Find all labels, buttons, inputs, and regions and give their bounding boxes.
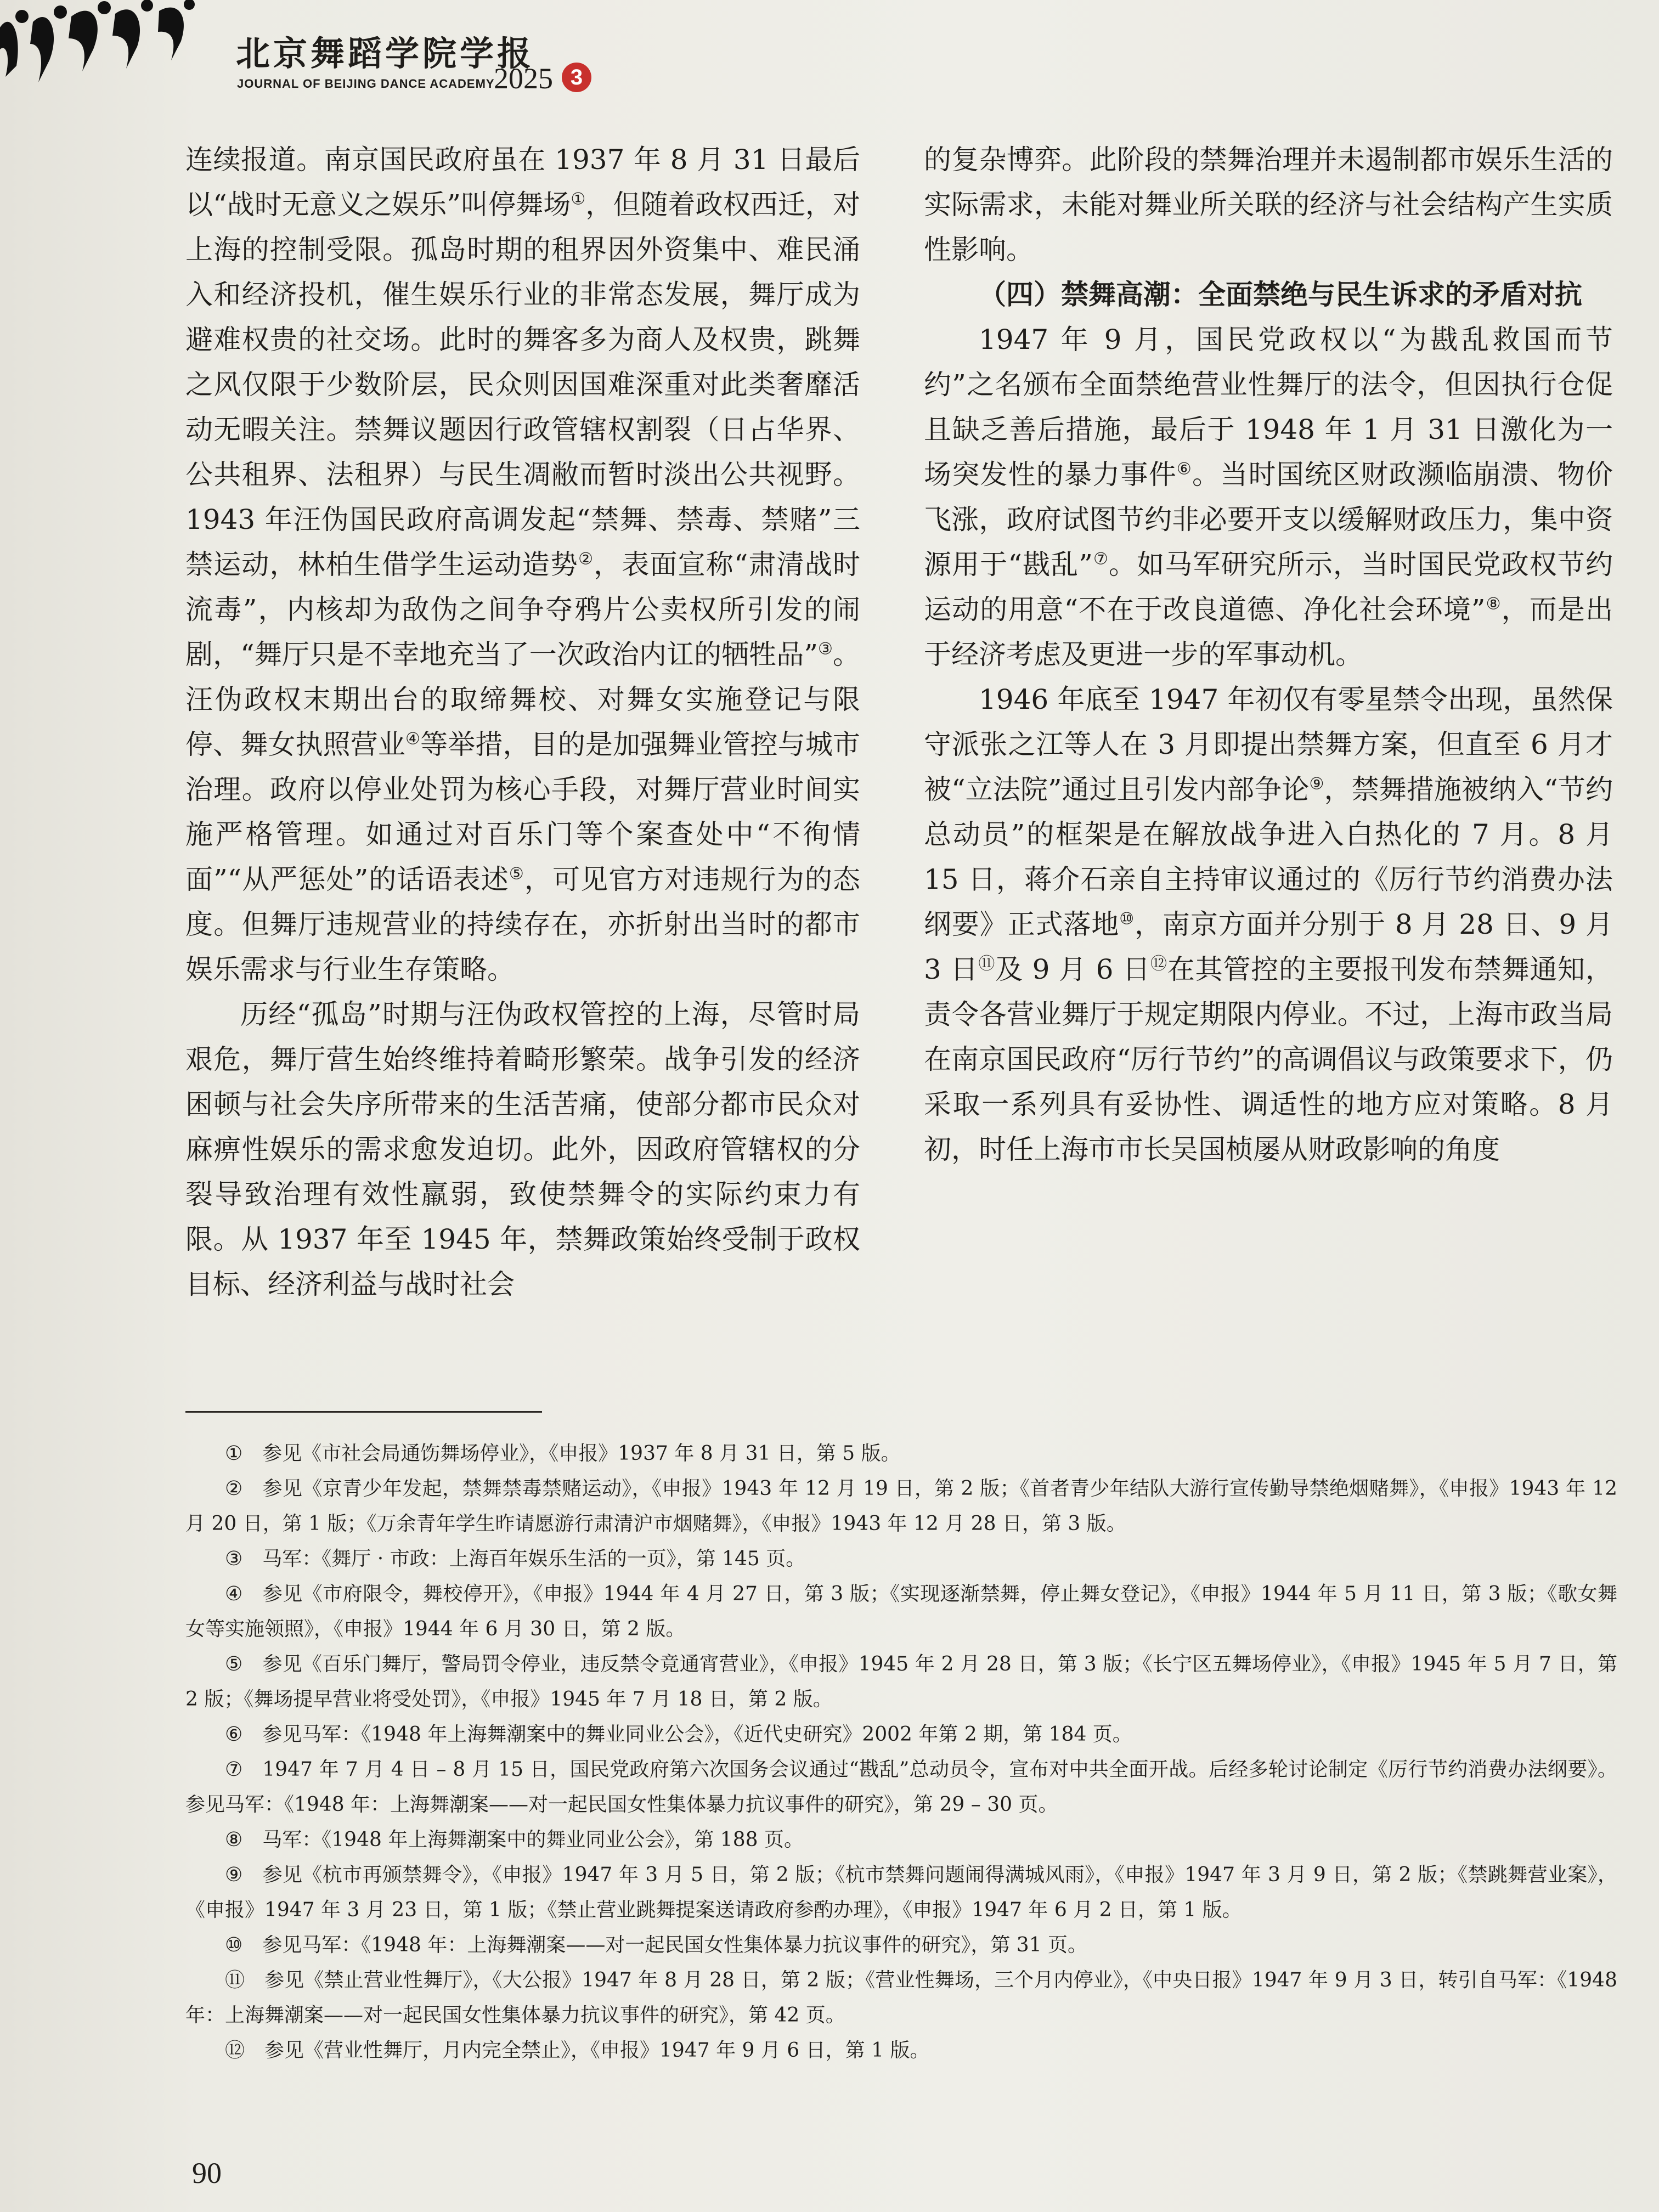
footnote-item (185, 1928, 1617, 1963)
footnote-item (185, 1647, 1617, 1717)
journal-title-chinese: 北京舞蹈学院学报 (236, 33, 535, 74)
footnote-item (185, 1542, 1617, 1577)
journal-title-english: JOURNAL OF BEIJING DANCE ACADEMY (237, 77, 495, 91)
footnote-ref: ⑨ (1309, 774, 1324, 794)
footnote-number: ② (225, 1477, 243, 1500)
footnote-ref: ④ (405, 729, 421, 749)
footnote-ref: ⑧ (1485, 594, 1502, 614)
footnote-text: 参见《市社会局通饬舞场停业》，《申报》1937 年 8 月 31 日，第 5 版。 (262, 1442, 901, 1465)
page-number: 90 (192, 2157, 222, 2190)
footnote-item (185, 1822, 1617, 1858)
footnote-item (185, 1858, 1617, 1928)
footnote-ref: ⑦ (1092, 549, 1109, 569)
footnote-number: ④ (225, 1583, 243, 1605)
footnote-text: 参见《杭市再颁禁舞令》，《申报》1947 年 3 月 5 日，第 2 版；《杭市禁舞问题闹得满城风雨》，《申报》1947 年 3 月 9 日，第 2 版；《禁跳舞营业案》，《申报》1947 年 3 月 23 日，第 1 版；《禁止营业跳舞提案送请政府参酌办理》，《申报》1947 年 6 月 2 日，第 1 版。 (185, 1864, 1617, 1921)
footnote-number: ⑥ (225, 1723, 243, 1746)
footnote-text: 参见《禁止营业性舞厅》，《大公报》1947 年 8 月 28 日，第 2 版；《营业性舞场，三个月内停业》，《中央日报》1947 年 9 月 3 日，转引自马军：《1948 年：上海舞潮案——对一起民国女性集体暴力抗议事件的研究》，第 42 页。 (185, 1969, 1617, 2027)
footnote-text: 马军：《舞厅 · 市政：上海百年娱乐生活的一页》，第 145 页。 (262, 1548, 806, 1570)
footnote-text: 参见《营业性舞厅，月内完全禁止》，《申报》1947 年 9 月 6 日，第 1 版。 (264, 2039, 930, 2062)
footnote-item (185, 1436, 1617, 1471)
body-paragraph: 1946 年底至 1947 年初仅有零星禁令出现，虽然保守派张之江等人在 3 月即提出禁舞方案，但直至 6 月才被“立法院”通过且引发内部争论⑨，禁舞措施被纳入“节约总动员”的框架是在解放战争进入白热化的 7 月。8 月 15 日，蒋介石亲自主持审议通过的《厉行节约消费办法纲要》正式落地⑩，南京方面并分别于 8 月 28 日、9 月 3 日⑪及 9 月 6 日⑫在其管控的主要报刊发布禁舞通知，责令各营业舞厅于规定期限内停业。不过，上海市政当局在南京国民政府“厉行节约”的高调倡议与政策要求下，仍采取一系列具有妥协性、调适性的地方应对策略。8 月初，时任上海市市长吴国桢屡从财政影响的角度 (924, 684, 1613, 1165)
footnote-ref: ⑩ (1119, 909, 1135, 929)
footnote-ref: ⑥ (1176, 459, 1193, 479)
footnote-text: 马军：《1948 年上海舞潮案中的舞业同业公会》，第 188 页。 (262, 1829, 804, 1851)
footnote-number: ⑪ (225, 1969, 245, 1991)
body-paragraph: 历经“孤岛”时期与汪伪政权管控的上海，尽管时局艰危，舞厅营生始终维持着畸形繁荣。战争引发的经济困顿与社会失序所带来的生活苦痛，使部分都市民众对麻痹性娱乐的需求愈发迫切。此外，因政府管辖权的分裂导致治理有效性羸弱，致使禁舞令的实际约束力有限。从 1937 年至 1945 年，禁舞政策始终受制于政权目标、经济利益与战时社会 (185, 998, 860, 1300)
footnote-text: 参见马军：《1948 年上海舞潮案中的舞业同业公会》，《近代史研究》2002 年第 2 期，第 184 页。 (262, 1723, 1132, 1746)
footnote-text: 参见马军：《1948 年：上海舞潮案——对一起民国女性集体暴力抗议事件的研究》，第 31 页。 (262, 1934, 1088, 1956)
footnote-item (185, 1471, 1617, 1542)
footnote-ref: ② (578, 549, 594, 569)
footnote-ref: ⑤ (509, 864, 524, 884)
footnote-ref: ⑫ (1150, 954, 1167, 974)
issue-year: 2025 (494, 62, 553, 95)
footnote-text: 参见《百乐门舞厅，警局罚令停业，违反禁令竟通宵营业》，《申报》1945 年 2 月 28 日，第 3 版；《长宁区五舞场停业》，《申报》1945 年 5 月 7 日，第 2 版；《舞场提早营业将受处罚》，《申报》1945 年 7 月 18 日，第 2 版。 (185, 1653, 1617, 1711)
footnote-text: 1947 年 7 月 4 日 – 8 月 15 日，国民党政府第六次国务会议通过“戡乱”总动员令，宣布对中共全面开战。后经多轮讨论制定《厉行节约消费办法纲要》。参见马军：《1948 年：上海舞潮案——对一起民国女性集体暴力抗议事件的研究》，第 29 – 30 页。 (185, 1758, 1617, 1816)
issue-number-badge: 3 (562, 63, 591, 92)
footnote-item (185, 1717, 1617, 1752)
footnote-number: ③ (225, 1548, 243, 1570)
running-header (0, 0, 658, 110)
footnote-text: 参见《市府限令，舞校停开》，《申报》1944 年 4 月 27 日，第 3 版；《实现逐渐禁舞，停止舞女登记》，《申报》1944 年 5 月 11 日，第 3 版；《歌女舞女等实施领照》，《申报》1944 年 6 月 30 日，第 2 版。 (185, 1583, 1617, 1640)
footnote-ref: ③ (817, 639, 833, 659)
body-paragraph: 的复杂博弈。此阶段的禁舞治理并未遏制都市娱乐生活的实际需求，未能对舞业所关联的经济与社会结构产生实质性影响。 (924, 144, 1613, 266)
footnote-number: ⑨ (225, 1864, 243, 1886)
dancer-silhouettes-logo (0, 0, 230, 110)
footnote-text: 参见《京青少年发起，禁舞禁毒禁赌运动》，《申报》1943 年 12 月 19 日，第 2 版；《首者青少年结队大游行宣传勤导禁绝烟赌舞》，《申报》1943 年 12 月 20 日，第 1 版；《万余青年学生昨请愿游行肃清沪市烟赌舞》，《申报》1943 年 12 月 28 日，第 3 版。 (185, 1477, 1617, 1535)
footnote-number: ⑧ (225, 1829, 243, 1851)
footnote-number: ① (225, 1442, 243, 1465)
footnote-ref: ① (571, 189, 586, 209)
footnote-number: ⑫ (225, 2039, 245, 2062)
footnote-number: ⑤ (225, 1653, 243, 1675)
footnote-number: ⑩ (225, 1934, 243, 1956)
footnote-item (185, 2033, 1617, 2068)
right-text-column (924, 137, 1613, 1172)
footnote-item (185, 1752, 1617, 1822)
body-paragraph: 连续报道。南京国民政府虽在 1937 年 8 月 31 日最后以“战时无意义之娱乐”叫停舞场①，但随着政权西迁，对上海的控制受限。孤岛时期的租界因外资集中、难民涌入和经济投机，催生娱乐行业的非常态发展，舞厅成为避难权贵的社交场。此时的舞客多为商人及权贵，跳舞之风仅限于少数阶层，民众则因国难深重对此类奢靡活动无暇关注。禁舞议题因行政管辖权割裂（日占华界、公共租界、法租界）与民生凋敝而暂时淡出公共视野。1943 年汪伪国民政府高调发起“禁舞、禁毒、禁赌”三禁运动，林柏生借学生运动造势②，表面宣称“肃清战时流毒”，内核却为敌伪之间争夺鸦片公卖权所引发的闹剧，“舞厅只是不幸地充当了一次政治内讧的牺牲品”③。汪伪政权末期出台的取缔舞校、对舞女实施登记与限停、舞女执照营业④等举措，目的是加强舞业管控与城市治理。政府以停业处罚为核心手段，对舞厅营业时间实施严格管理。如通过对百乐门等个案查处中“不徇情面”“从严惩处”的话语表述⑤，可见官方对违规行为的态度。但舞厅违规营业的持续存在，亦折射出当时的都市娱乐需求与行业生存策略。 (185, 144, 861, 985)
left-text-column (185, 137, 860, 1307)
footnote-number: ⑦ (225, 1758, 243, 1781)
footnote-item (185, 1577, 1617, 1647)
footnotes-section (185, 1436, 1617, 2068)
footnote-item (185, 1963, 1617, 2033)
footnote-ref: ⑪ (978, 954, 996, 974)
body-paragraph: 1947 年 9 月，国民党政权以“为戡乱救国而节约”之名颁布全面禁绝营业性舞厅的法令，但因执行仓促且缺乏善后措施，最后于 1948 年 1 月 31 日激化为一场突发性的暴力事件⑥。当时国统区财政濒临崩溃、物价飞涨，政府试图节约非必要开支以缓解财政压力，集中资源用于“戡乱”⑦。如马军研究所示，当时国民党政权节约运动的用意“不在于改良道德、净化社会环境”⑧，而是出于经济考虑及更进一步的军事动机。 (924, 324, 1613, 670)
section-heading: （四）禁舞高潮：全面禁绝与民生诉求的矛盾对抗 (979, 278, 1582, 311)
footnote-divider (185, 1411, 542, 1413)
